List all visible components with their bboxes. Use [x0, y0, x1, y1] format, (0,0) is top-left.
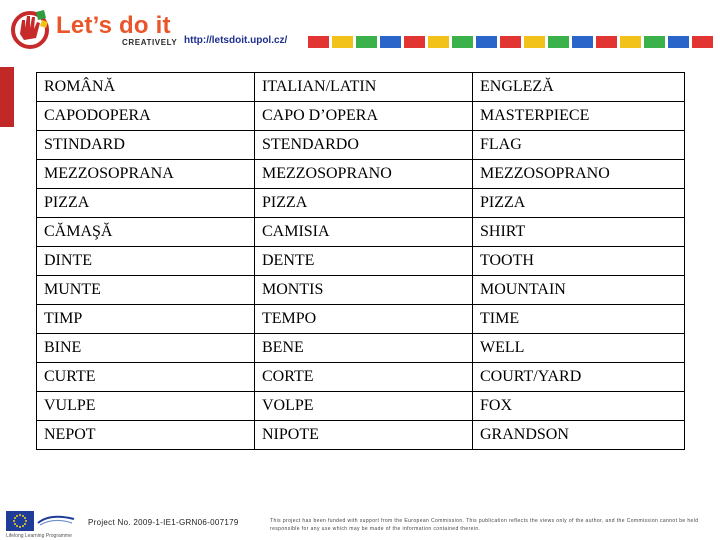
cell-romanian: CĂMAŞĂ — [37, 218, 255, 247]
table-row — [37, 247, 685, 276]
stripe-segment — [428, 36, 449, 48]
cell-english: MASTERPIECE — [473, 102, 685, 131]
table-row — [37, 218, 685, 247]
stripe-segment — [668, 36, 689, 48]
eu-flag-icon — [6, 511, 34, 531]
cell-english: MOUNTAIN — [473, 276, 685, 305]
eu-star-icon — [24, 517, 26, 519]
hands-logo-icon — [10, 8, 50, 50]
table-row — [37, 421, 685, 450]
cell-italian-latin: STENDARDO — [255, 131, 473, 160]
stripe-segment — [548, 36, 569, 48]
cell-italian-latin: CORTE — [255, 363, 473, 392]
eu-star-icon — [25, 520, 27, 522]
cell-italian-latin: CAMISIA — [255, 218, 473, 247]
cell-italian-latin: VOLPE — [255, 392, 473, 421]
eu-star-icon — [14, 523, 16, 525]
project-number: Project No. 2009-1-IE1-GRN06-007179 — [88, 518, 239, 527]
cell-english: GRANDSON — [473, 421, 685, 450]
cell-italian-latin: DENTE — [255, 247, 473, 276]
cell-italian-latin: BENE — [255, 334, 473, 363]
header — [0, 0, 720, 60]
llp-logo-icon — [36, 513, 76, 527]
website-link[interactable]: http://letsdoit.upol.cz/ — [184, 35, 288, 46]
cell-italian-latin: MEZZOSOPRANO — [255, 160, 473, 189]
table-row — [37, 392, 685, 421]
cell-romanian: NEPOT — [37, 421, 255, 450]
cell-romanian: CURTE — [37, 363, 255, 392]
brand-title: Let’s do it — [56, 12, 171, 39]
stripe-segment — [356, 36, 377, 48]
brand-subtitle: CREATIVELY — [122, 38, 178, 47]
table-row — [37, 363, 685, 392]
header-cell-english: ENGLEZĂ — [473, 73, 685, 102]
cell-english: MEZZOSOPRANO — [473, 160, 685, 189]
eu-star-icon — [14, 517, 16, 519]
cell-italian-latin: PIZZA — [255, 189, 473, 218]
table-row — [37, 305, 685, 334]
stripe-segment — [620, 36, 641, 48]
cell-english: TIME — [473, 305, 685, 334]
cell-romanian: MUNTE — [37, 276, 255, 305]
stripe-segment — [644, 36, 665, 48]
eu-star-icon — [16, 525, 18, 527]
stripe-segment — [596, 36, 617, 48]
cell-romanian: VULPE — [37, 392, 255, 421]
cell-italian-latin: MONTIS — [255, 276, 473, 305]
cell-english: WELL — [473, 334, 685, 363]
table-row — [37, 189, 685, 218]
table-row — [37, 334, 685, 363]
table-row — [37, 131, 685, 160]
stripe-segment — [380, 36, 401, 48]
cell-english: COURT/YARD — [473, 363, 685, 392]
llp-label: Lifelong Learning Programme — [6, 533, 72, 539]
cell-italian-latin: TEMPO — [255, 305, 473, 334]
table-header-row — [37, 73, 685, 102]
word-comparison-table — [36, 72, 685, 450]
cell-romanian: MEZZOSOPRANA — [37, 160, 255, 189]
cell-romanian: TIMP — [37, 305, 255, 334]
cell-italian-latin: NIPOTE — [255, 421, 473, 450]
cell-romanian: STINDARD — [37, 131, 255, 160]
cell-english: FLAG — [473, 131, 685, 160]
table-row — [37, 102, 685, 131]
header-cell-romanian: ROMÂNĂ — [37, 73, 255, 102]
stripe-segment — [476, 36, 497, 48]
stripe-segment — [500, 36, 521, 48]
cell-romanian: CAPODOPERA — [37, 102, 255, 131]
side-accent-bar — [0, 67, 14, 127]
cell-italian-latin: CAPO D’OPERA — [255, 102, 473, 131]
stripe-segment — [332, 36, 353, 48]
cell-english: FOX — [473, 392, 685, 421]
eu-star-icon — [13, 520, 15, 522]
header-cell-italian-latin: ITALIAN/LATIN — [255, 73, 473, 102]
stripe-segment — [692, 36, 713, 48]
eu-star-icon — [19, 514, 21, 516]
cell-romanian: DINTE — [37, 247, 255, 276]
stripe-segment — [452, 36, 473, 48]
cell-english: PIZZA — [473, 189, 685, 218]
cell-english: TOOTH — [473, 247, 685, 276]
cell-romanian: BINE — [37, 334, 255, 363]
eu-star-icon — [24, 523, 26, 525]
stripe-segment — [524, 36, 545, 48]
stripe-segment — [404, 36, 425, 48]
table-row — [37, 276, 685, 305]
eu-star-icon — [16, 515, 18, 517]
cell-english: SHIRT — [473, 218, 685, 247]
eu-star-icon — [19, 526, 21, 528]
color-stripe — [308, 36, 716, 48]
cell-romanian: PIZZA — [37, 189, 255, 218]
table-row — [37, 160, 685, 189]
eu-star-icon — [22, 525, 24, 527]
stripe-segment — [572, 36, 593, 48]
stripe-segment — [308, 36, 329, 48]
eu-disclaimer: This project has been funded with support from the European Commission. This publication reflects the views only of the author, and the Commission cannot be held responsible for any use which may be made of the information contained therein. — [270, 518, 699, 532]
footer — [0, 505, 720, 540]
